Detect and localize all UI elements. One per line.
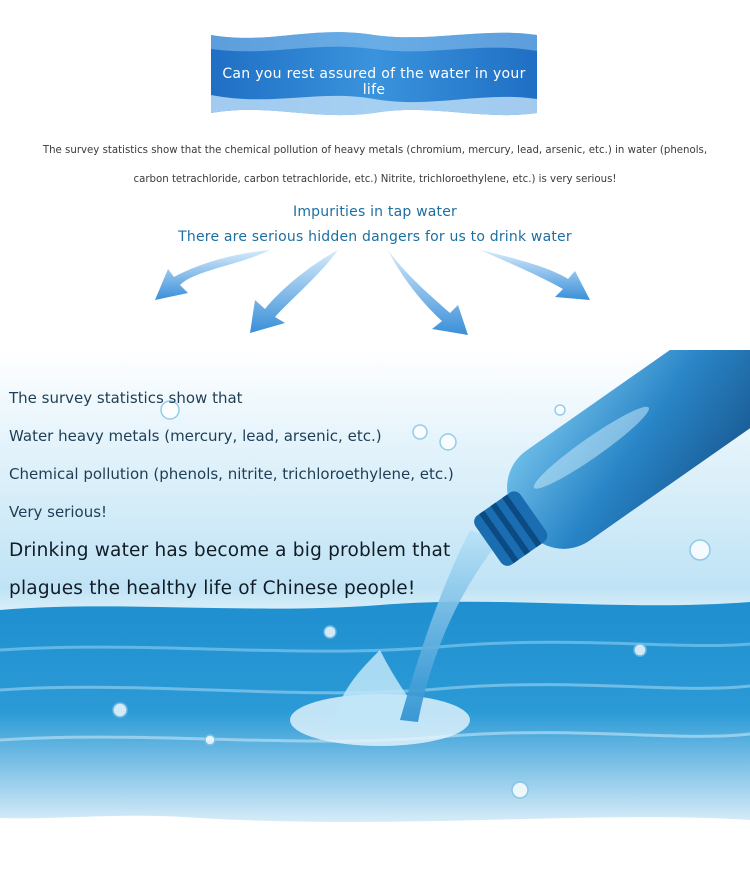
curved-arrow-icon <box>480 250 590 300</box>
overlay-headline-2: plagues the healthy life of Chinese people! <box>9 578 416 599</box>
subheading-impurities: Impurities in tap water <box>292 204 457 220</box>
overlay-line-2: Water heavy metals (mercury, lead, arsenic, etc.) <box>9 427 382 445</box>
arrows-graphic <box>150 245 600 345</box>
overlay-line-3: Chemical pollution (phenols, nitrite, trichloroethylene, etc.) <box>9 465 454 483</box>
curved-arrow-icon <box>250 250 338 333</box>
curved-arrow-icon <box>155 250 270 300</box>
intro-line-2: carbon tetrachloride, carbon tetrachloride, etc.) Nitrite, trichloroethylene, etc.) is very serious! <box>133 174 617 185</box>
overlay-line-1: The survey statistics show that <box>9 389 243 407</box>
overlay-text-block <box>9 386 529 614</box>
intro-line-1: The survey statistics show that the chemical pollution of heavy metals (chromium, mercury, lead, arsenic, etc.) in water (phenols, <box>42 145 708 156</box>
curved-arrow-icon <box>388 250 468 335</box>
subheading-block <box>100 200 650 250</box>
overlay-headline-1: Drinking water has become a big problem that <box>9 540 451 561</box>
banner-title: Can you rest assured of the water in your life <box>222 66 526 98</box>
subheading-dangers: There are serious hidden dangers for us to drink water <box>178 229 572 245</box>
overlay-line-4: Very serious! <box>9 503 108 521</box>
intro-paragraph <box>30 136 720 194</box>
